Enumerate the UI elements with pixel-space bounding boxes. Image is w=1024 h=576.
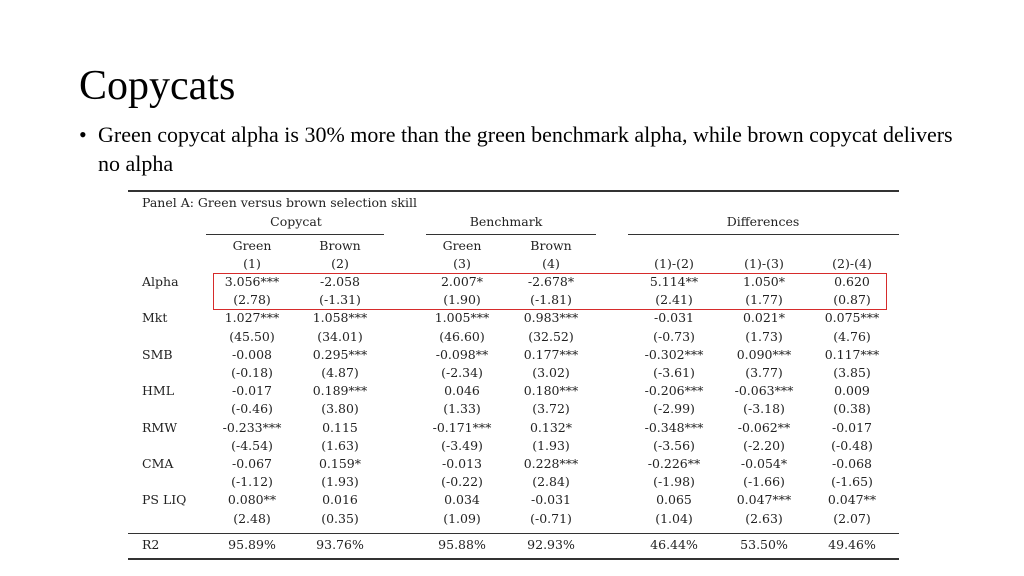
coef-cell: 0.090***: [736, 346, 792, 362]
tstat-cell: (-0.22): [441, 474, 483, 490]
column-header: Green: [442, 238, 482, 253]
coef-cell: 0.021*: [742, 310, 786, 326]
coef-cell: -0.017: [831, 419, 873, 435]
coef-cell: -0.031: [653, 310, 695, 326]
column-number: (2): [331, 256, 349, 271]
coef-cell: 0.080**: [227, 492, 277, 508]
tstat-cell: (-0.71): [530, 510, 572, 526]
coef-cell: -0.008: [231, 346, 273, 362]
bullet-point: [79, 120, 959, 178]
tstat-cell: (-2.20): [743, 437, 785, 453]
tstat-cell: (0.38): [833, 401, 871, 417]
tstat-cell: (4.76): [833, 328, 871, 344]
tstat-cell: (2.63): [745, 510, 783, 526]
tstat-cell: (-1.12): [231, 474, 273, 490]
coef-cell: -0.062**: [737, 419, 791, 435]
tstat-cell: (3.80): [321, 401, 359, 417]
coef-cell: 0.228***: [523, 456, 579, 471]
tstat-cell: (32.52): [528, 328, 574, 344]
column-number: (2)-(4): [832, 256, 872, 271]
tstat-cell: (-3.49): [441, 437, 483, 453]
tstat-cell: (34.01): [317, 328, 363, 344]
r2-cell: 53.50%: [740, 537, 788, 552]
tstat-cell: (-3.61): [653, 365, 695, 380]
copycat-group-rule: [206, 234, 384, 235]
column-header: Green: [232, 238, 272, 253]
tstat-cell: (-1.98): [653, 474, 695, 490]
coef-cell: 5.114**: [649, 274, 699, 289]
row-label: PS LIQ: [142, 492, 187, 508]
tstat-cell: (0.87): [833, 292, 871, 308]
row-label: Alpha: [142, 274, 179, 289]
column-number: (1)-(2): [654, 256, 694, 271]
coef-cell: 0.620: [834, 274, 870, 289]
column-header: Brown: [319, 238, 361, 253]
tstat-cell: (1.90): [443, 292, 481, 308]
tstat-cell: (3.77): [745, 365, 783, 380]
tstat-cell: (0.35): [321, 510, 359, 526]
tstat-cell: (-3.18): [743, 401, 785, 417]
alpha-highlight-box: [213, 273, 887, 310]
coef-cell: 0.047**: [827, 492, 877, 508]
group-header: Benchmark: [469, 214, 543, 229]
r2-separator-rule: [128, 533, 899, 534]
tstat-cell: (2.78): [233, 292, 271, 308]
slide-title: Copycats: [79, 63, 236, 109]
tstat-cell: (-3.56): [653, 437, 695, 453]
tstat-cell: (-0.18): [231, 365, 273, 380]
column-number: (4): [542, 256, 560, 271]
tstat-cell: (2.84): [532, 474, 570, 490]
coef-cell: -0.171***: [432, 419, 492, 435]
benchmark-group-rule: [426, 234, 596, 235]
coef-cell: 0.075***: [824, 310, 880, 326]
coef-cell: -0.067: [231, 456, 273, 471]
tstat-cell: (-2.99): [653, 401, 695, 417]
coef-cell: 0.034: [444, 492, 480, 508]
table-top-rule: [128, 190, 899, 192]
tstat-cell: (1.93): [532, 437, 570, 453]
tstat-cell: (-1.31): [319, 292, 361, 308]
row-label: RMW: [142, 419, 178, 435]
tstat-cell: (2.48): [233, 510, 271, 526]
bullet-marker: •: [79, 122, 87, 147]
differences-group-rule: [628, 234, 899, 235]
row-label: R2: [142, 537, 160, 552]
tstat-cell: (3.02): [532, 365, 570, 380]
coef-cell: -2.058: [319, 274, 361, 289]
coef-cell: -0.017: [231, 383, 273, 399]
tstat-cell: (2.41): [655, 292, 693, 308]
coef-cell: -0.233***: [222, 419, 282, 435]
tstat-cell: (3.85): [833, 365, 871, 380]
coef-cell: -0.348***: [644, 419, 704, 435]
coef-cell: 1.050*: [742, 274, 786, 289]
coef-cell: 0.009: [834, 383, 870, 399]
tstat-cell: (-1.65): [831, 474, 873, 490]
tstat-cell: (1.93): [321, 474, 359, 490]
coef-cell: -0.302***: [644, 346, 704, 362]
column-header: Brown: [530, 238, 572, 253]
tstat-cell: (-2.34): [441, 365, 483, 380]
coef-cell: 1.005***: [434, 310, 490, 326]
regression-table: [128, 190, 899, 560]
coef-cell: 1.058***: [312, 310, 368, 326]
coef-cell: 0.180***: [523, 383, 579, 399]
r2-cell: 95.88%: [438, 537, 486, 552]
coef-cell: -0.068: [831, 456, 873, 471]
tstat-cell: (1.09): [443, 510, 481, 526]
r2-cell: 93.76%: [316, 537, 364, 552]
coef-cell: -2.678*: [527, 274, 575, 289]
coef-cell: 0.046: [444, 383, 480, 399]
r2-cell: 49.46%: [828, 537, 876, 552]
r2-cell: 95.89%: [228, 537, 276, 552]
tstat-cell: (-0.46): [231, 401, 273, 417]
r2-cell: 92.93%: [527, 537, 575, 552]
coef-cell: 0.983***: [523, 310, 579, 326]
coef-cell: -0.013: [441, 456, 483, 471]
tstat-cell: (-1.66): [743, 474, 785, 490]
tstat-cell: (1.04): [655, 510, 693, 526]
coef-cell: 0.047***: [736, 492, 792, 508]
coef-cell: -0.054*: [740, 456, 788, 471]
bullet-text: Green copycat alpha is 30% more than the green benchmark alpha, while brown copycat delivers no alpha: [98, 122, 953, 176]
coef-cell: 2.007*: [440, 274, 484, 289]
tstat-cell: (-4.54): [231, 437, 273, 453]
coef-cell: 0.115: [322, 419, 358, 435]
group-header: Copycat: [270, 214, 322, 229]
coef-cell: 0.295***: [312, 346, 368, 362]
tstat-cell: (46.60): [439, 328, 485, 344]
coef-cell: -0.031: [530, 492, 572, 508]
tstat-cell: (-0.48): [831, 437, 873, 453]
coef-cell: 0.016: [322, 492, 358, 508]
coef-cell: 0.177***: [523, 346, 579, 362]
tstat-cell: (1.73): [745, 328, 783, 344]
coef-cell: -0.206***: [644, 383, 704, 399]
group-header: Differences: [726, 214, 800, 229]
coef-cell: -0.063***: [734, 383, 794, 399]
tstat-cell: (4.87): [321, 365, 359, 380]
coef-cell: -0.226**: [647, 456, 701, 471]
coef-cell: 0.189***: [312, 383, 368, 399]
coef-cell: 1.027***: [224, 310, 280, 326]
tstat-cell: (1.77): [745, 292, 783, 308]
panel-title: Panel A: Green versus brown selection skill: [142, 195, 417, 210]
tstat-cell: (1.33): [443, 401, 481, 417]
coef-cell: 0.132*: [529, 419, 573, 435]
tstat-cell: (2.07): [833, 510, 871, 526]
tstat-cell: (3.72): [532, 401, 570, 417]
coef-cell: 0.065: [656, 492, 692, 508]
coef-cell: 3.056***: [224, 274, 280, 289]
column-number: (1): [243, 256, 261, 271]
table-bottom-rule: [128, 558, 899, 560]
tstat-cell: (-0.73): [653, 328, 695, 344]
tstat-cell: (45.50): [229, 328, 275, 344]
coef-cell: -0.098**: [435, 346, 489, 362]
coef-cell: 0.117***: [824, 346, 880, 362]
tstat-cell: (-1.81): [530, 292, 572, 308]
row-label: HML: [142, 383, 175, 399]
column-number: (1)-(3): [744, 256, 784, 271]
row-label: Mkt: [142, 310, 168, 326]
tstat-cell: (1.63): [321, 437, 359, 453]
column-number: (3): [453, 256, 471, 271]
coef-cell: 0.159*: [318, 456, 362, 471]
row-label: SMB: [142, 346, 173, 362]
row-label: CMA: [142, 456, 174, 471]
r2-cell: 46.44%: [650, 537, 698, 552]
